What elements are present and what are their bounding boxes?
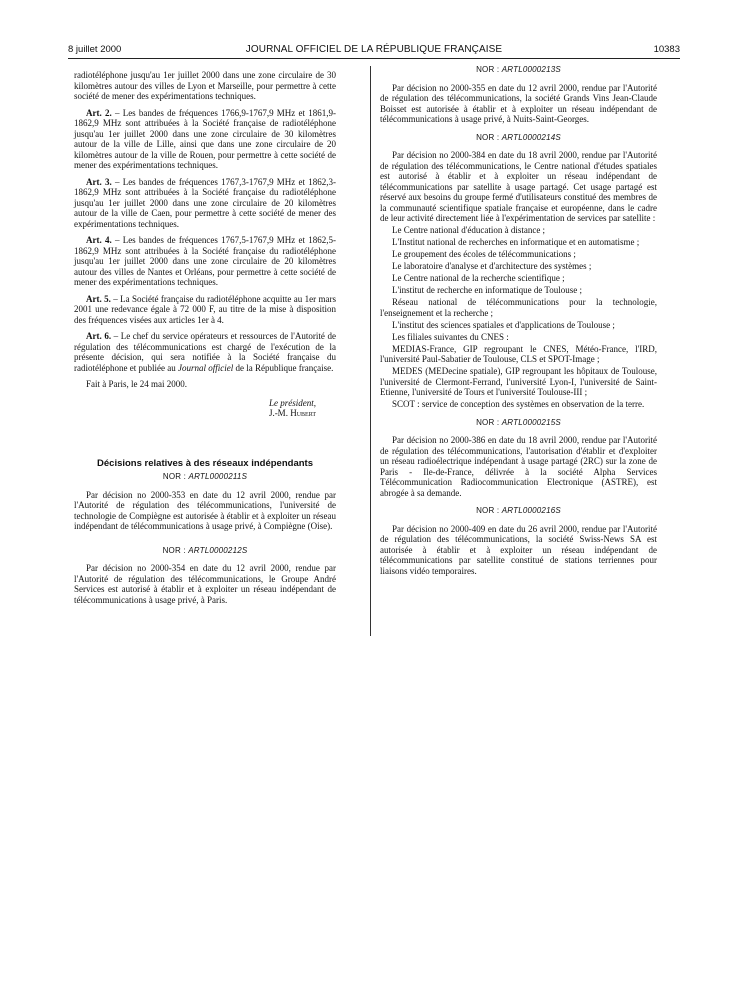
list-item: Le Centre national d'éducation à distance ; [392, 225, 546, 235]
nor-code: ARTL0000214S [501, 132, 561, 142]
nor-reference [380, 506, 657, 517]
article-label: Art. 5. [86, 293, 111, 304]
journal-title: JOURNAL OFFICIEL DE LA RÉPUBLIQUE FRANÇAISE [245, 44, 503, 55]
nor-code: ARTL0000213S [501, 65, 561, 74]
list-item: Le Centre national de la recherche scientifique ; [392, 273, 565, 283]
nor-prefix: NOR : [476, 132, 502, 142]
article-text: – Les bandes de fréquences 1767,3-1767,9 MHz et 1862,3-1862,9 MHz sont attribuées à la Société française du radiotéléphone jusqu'au 1er juillet 2000 dans une zone circulaire de 20 kilomètres autour de la ville de Caen, pour permettre à cette société de mener des expérimentations techniques. [74, 176, 336, 229]
nor-prefix: NOR : [162, 545, 189, 555]
nor-code: ARTL0000211S [188, 472, 248, 481]
decision-paragraph: Par décision no 2000-355 en date du 12 avril 2000, rendue par l'Autorité de régulation des télécommunications, la société Grands Vins Jean-Claude Boisset est autorisée à établir et à exploiter un réseau indépendant de télécommunications à usage privé, à Nuits-Saint-Georges. [380, 82, 657, 124]
article-4 [74, 235, 336, 288]
nor-prefix: NOR : [476, 65, 502, 74]
list-item: L'institut de recherche en informatique de Toulouse ; [392, 285, 583, 295]
list-item: Le groupement des écoles de télécommunications ; [392, 249, 576, 259]
nor-code: ARTL0000216S [501, 506, 561, 515]
list-item: L'institut des sciences spatiales et d'applications de Toulouse ; [392, 319, 615, 330]
intro-paragraph: radiotéléphone jusqu'au 1er juillet 2000 dans une zone circulaire de 30 kilomètres autour des villes de Lyon et Marseille, pour permettre à cette société de mener des expérimentations techniques. [74, 70, 336, 101]
nor-code: ARTL0000215S [501, 417, 561, 427]
list-item: L'Institut national de recherches en informatique et en automatisme ; [392, 237, 640, 247]
fait-a-paris: Fait à Paris, le 24 mai 2000. [86, 379, 187, 389]
journal-name: Journal officiel [177, 362, 234, 373]
article-text-end: de la République française. [233, 362, 334, 373]
right-column [380, 65, 657, 576]
beneficiaries-list [380, 225, 657, 410]
signature-block [74, 398, 336, 419]
nor-reference [74, 546, 336, 557]
nor-reference [380, 65, 657, 76]
article-text: – La Société française du radiotéléphone acquitte au 1er mars 2001 une redevance égale à 72 000 F, au titre de la mise à disposition des fréquences visées aux articles 1er à 4. [74, 293, 336, 325]
article-3 [74, 177, 336, 230]
article-2 [74, 108, 336, 171]
article-label: Art. 4. [86, 235, 112, 245]
article-text: – Le chef du service opérateurs et ressources de l'Autorité de régulation des télécommunications est chargé de l'exécution de la présente décision, qui sera notifiée à la Société française du radiotéléphone et publiée au [74, 331, 336, 373]
page-number: 10383 [653, 44, 680, 55]
list-item: Le laboratoire d'analyse et d'architecture des systèmes ; [392, 261, 592, 271]
article-label: Art. 3. [86, 176, 112, 187]
section-title: Décisions relatives à des réseaux indépendants [97, 457, 313, 469]
list-item: Les filiales suivantes du CNES : [392, 331, 509, 342]
article-label: Art. 6. [86, 331, 112, 341]
decision-paragraph: Par décision no 2000-384 en date du 18 avril 2000, rendue par l'Autorité de régulation des télécommunications, le Centre national d'études spatiales est autorisé à établir et à exploiter un réseau indépendant de télécommunications par satellite à usage partagé. Cet usage partagé est réservé aux besoins du groupe fermé d'utilisateurs constitué des membres de la communauté scientifique spatiale française et européenne, dans le cadre de leur activité directement liée à l'expérimentation de services par satellite : [380, 150, 657, 223]
decision-paragraph: Par décision no 2000-354 en date du 12 avril 2000, rendue par l'Autorité de régulation des télécommunications, le Groupe André Services est autorisé à établir et à exploiter un réseau indépendant de télécommunications à usage privé, à Paris. [74, 563, 336, 605]
list-item: Réseau national de télécommunications pour la technologie, l'enseignement et la recherche ; [380, 297, 657, 318]
decision-paragraph: Par décision no 2000-409 en date du 26 avril 2000, rendue par l'Autorité de régulation des télécommunications, la société Swiss-News SA est autorisée à établir et à exploiter un réseau indépendant de télécommunications par satellite constitué de stations terriennes pour liaisons vidéo temporaires. [380, 523, 657, 576]
article-6 [74, 331, 336, 373]
header-date: 8 juillet 2000 [68, 44, 122, 55]
list-item: SCOT : service de conception des systèmes en observation de la terre. [392, 399, 645, 409]
column-divider [370, 66, 371, 636]
nor-reference [380, 133, 657, 144]
article-5 [74, 294, 336, 326]
nor-prefix: NOR : [476, 417, 502, 427]
article-text: – Les bandes de fréquences 1767,5-1767,9 MHz et 1862,5-1862,9 MHz sont attribuées à la Société française du radiotéléphone jusqu'au 1er juillet 2000 dans une zone circulaire de 20 kilomètres autour des villes de Nantes et Orléans, pour permettre à cette société de mener des expérimentations techniques. [74, 235, 336, 287]
nor-prefix: NOR : [162, 472, 189, 481]
left-column [74, 70, 336, 605]
list-item: MEDIAS-France, GIP regroupant le CNES, Météo-France, l'IRD, l'université Paul-Sabatier de Toulouse, CLS et SPOT-Image ; [380, 343, 657, 364]
decision-paragraph: Par décision no 2000-353 en date du 12 avril 2000, rendue par l'Autorité de régulation des télécommunications, l'université de technologie de Compiègne est autorisée à établir et à exploiter un réseau indépendant de télécommunications à usage privé, à Compiègne (Oise). [74, 489, 336, 531]
page-header [68, 44, 680, 59]
nor-reference [74, 472, 336, 483]
list-item: MEDES (MEDecine spatiale), GIP regroupant les hôpitaux de Toulouse, l'université de Clermont-Ferrand, l'université Lyon-I, l'université de Saint-Etienne, l'université de Tours et l'université Toulouse-III ; [380, 366, 657, 397]
nor-code: ARTL0000212S [188, 545, 248, 555]
nor-prefix: NOR : [476, 506, 502, 515]
article-label: Art. 2. [86, 107, 112, 118]
decision-paragraph: Par décision no 2000-386 en date du 18 avril 2000, rendue par l'Autorité de régulation des télécommunications, l'autorisation d'établir et d'exploiter un réseau radioélectrique indépendant à usage partagé (2RC) sur la zone de Paris - Ile-de-France, délivrée à la société Alpha Services Télécommunication Radiocommunication Electronique (ASTRE), est abrogée à sa demande. [380, 435, 657, 498]
signature-name: J.-M. Hubert [268, 408, 316, 418]
article-text: – Les bandes de fréquences 1766,9-1767,9 MHz et 1861,9-1862,9 MHz sont attribuées à la Société française de radiotéléphone jusqu'au 1er juillet 2000 dans une zone circulaire de 30 kilomètres autour de la ville de Lille, ainsi que dans une zone circulaire de 20 kilomètres autour de la ville de Rouen, pour permettre à cette société de mener des expérimentations techniques. [74, 107, 336, 170]
signature-role: Le président, [269, 397, 316, 408]
nor-reference [380, 418, 657, 429]
